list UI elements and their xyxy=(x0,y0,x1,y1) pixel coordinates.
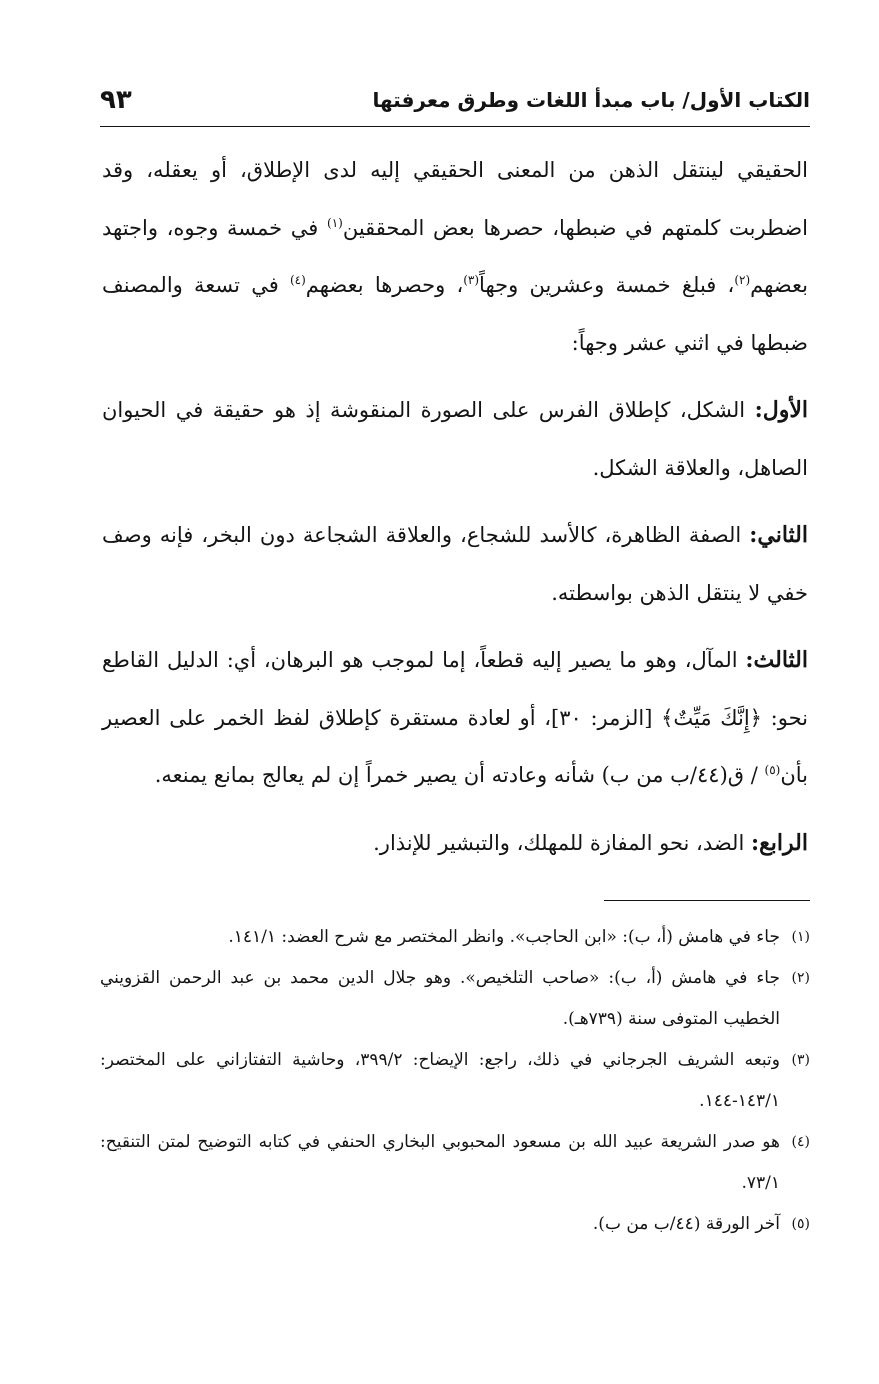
fourth-paragraph xyxy=(102,815,808,873)
footnote-text: جاء في هامش (أ، ب): «ابن الحاجب». وانظر المختصر مع شرح العضد: ١٤١/١. xyxy=(228,927,780,947)
intro-text-3: ، فبلغ خمسة وعشرين وجهاً xyxy=(479,273,735,297)
footnote-number: (٣) xyxy=(791,1052,810,1068)
second-paragraph xyxy=(102,507,808,622)
first-text: الشكل، كإطلاق الفرس على الصورة المنقوشة إذ هو حقيقة في الحيوان الصاهل، والعلاقة الشكل. xyxy=(102,398,808,480)
footnote-number: (٤) xyxy=(791,1134,810,1150)
running-title: الكتاب الأول/ باب مبدأ اللغات وطرق معرفتها xyxy=(372,88,810,112)
footnote-ref-4[interactable]: (٤) xyxy=(289,273,306,287)
footnote-ref-2[interactable]: (٢) xyxy=(734,273,751,287)
second-term: الثاني: xyxy=(749,522,808,548)
quran-verse: ﴿إِنَّكَ مَيِّتٌ﴾ xyxy=(661,705,762,730)
intro-text-5: في تسعة والمصنف ضبطها في اثني عشر وجهاً: xyxy=(102,273,808,355)
fourth-term: الرابع: xyxy=(750,829,808,856)
main-text xyxy=(102,142,808,872)
footnote-text: وتبعه الشريف الجرجاني في ذلك، راجع: الإيضاح: ٣٩٩/٢، وحاشية التفتازاني على المختصر: ١٤٣/١-١٤٤. xyxy=(100,1050,780,1111)
third-text-3: / ق(٤٤/ب من ب) شأنه وعادته أن يصير خمراً إن لم يعالج بمانع يمنعه. xyxy=(154,763,765,787)
fourth-text: الضد، نحو المفازة للمهلك، والتبشير للإنذار. xyxy=(373,830,751,855)
footnote-text: جاء في هامش (أ، ب): «صاحب التلخيص». وهو جلال الدين محمد بن عبد الرحمن القزويني الخطيب المتوفى سنة (٧٣٩هـ). xyxy=(100,968,780,1029)
footnote-text: هو صدر الشريعة عبيد الله بن مسعود المحبوبي البخاري الحنفي في كتابه التوضيح لمتن التنقيح: ٧٣/١. xyxy=(100,1132,780,1193)
third-text-2: [الزمر: ٣٠]، أو لعادة مستقرة كإطلاق لفظ الخمر على العصير بأن xyxy=(102,705,808,787)
first-term: الأول: xyxy=(754,397,808,423)
third-term: الثالث: xyxy=(745,647,808,673)
intro-paragraph xyxy=(102,142,808,372)
first-paragraph xyxy=(102,382,808,497)
footnote-2 xyxy=(100,958,810,1040)
footnote-5 xyxy=(100,1204,810,1245)
footnote-ref-5[interactable]: (٥) xyxy=(764,763,781,777)
footnote-ref-3[interactable]: (٣) xyxy=(463,273,480,287)
third-paragraph xyxy=(102,632,808,805)
footnote-ref-1[interactable]: (١) xyxy=(327,215,343,230)
running-header xyxy=(100,78,810,122)
footnote-rule xyxy=(604,900,810,901)
header-rule xyxy=(100,126,810,127)
footnote-number: (١) xyxy=(791,929,810,945)
footnote-text: آخر الورقة (٤٤/ب من ب). xyxy=(592,1214,780,1234)
footnote-number: (٥) xyxy=(791,1216,810,1232)
intro-text-4: ، وحصرها بعضهم xyxy=(305,273,464,297)
intro-text-1: الحقيقي لينتقل الذهن من المعنى الحقيقي إليه لدى الإطلاق، أو يعقله، وقد اضطربت كلمتهم في ضبطها، حصرها بعض المحققين xyxy=(102,158,808,240)
footnote-3 xyxy=(100,1040,810,1122)
third-text-1: المآل، وهو ما يصير إليه قطعاً، إما لموجب هو البرهان، أي: الدليل القاطع نحو: xyxy=(102,648,808,730)
footnotes xyxy=(100,917,810,1245)
second-text: الصفة الظاهرة، كالأسد للشجاع، والعلاقة الشجاعة دون البخر، فإنه وصف خفي لا ينتقل الذهن بواسطته. xyxy=(102,523,808,605)
footnote-1 xyxy=(100,917,810,958)
intro-text-2: في خمسة وجوه، واجتهد بعضهم xyxy=(102,215,808,297)
footnote-4 xyxy=(100,1122,810,1204)
page-number: ٩٣ xyxy=(100,85,132,115)
footnote-number: (٢) xyxy=(791,970,810,986)
